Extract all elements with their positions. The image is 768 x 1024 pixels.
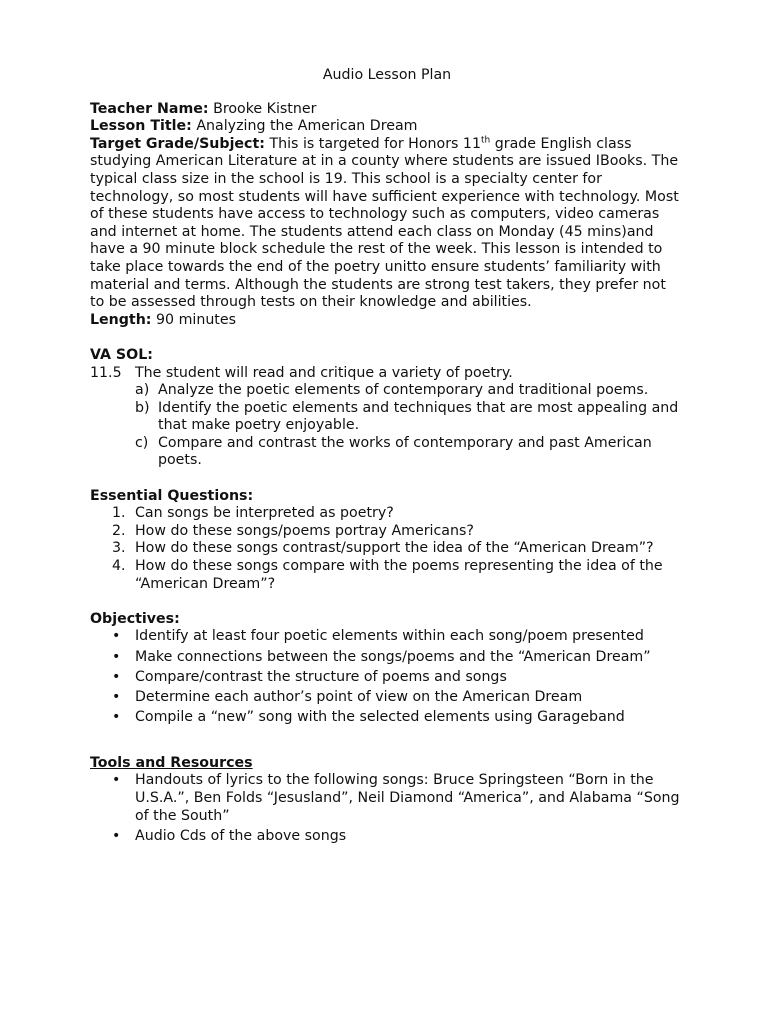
essential-questions-heading: Essential Questions:	[90, 487, 254, 504]
target-paragraph	[90, 136, 680, 312]
target-superscript: th	[481, 135, 491, 146]
sol-heading: VA SOL:	[90, 346, 153, 363]
objectives-heading: Objectives:	[90, 610, 180, 627]
sol-statement-line	[90, 365, 680, 383]
document-body	[90, 67, 680, 848]
bullet-icon: •	[112, 648, 121, 665]
essential-questions-list	[90, 505, 680, 593]
teacher-line	[90, 101, 680, 119]
bullet-icon: •	[112, 628, 121, 645]
list-item: 4. How do these songs compare with the poems representing the idea of the “American Dream”?	[112, 558, 663, 592]
list-item: 2. How do these songs/poems portray Americans?	[112, 522, 474, 539]
lesson-title-value: Analyzing the American Dream	[196, 118, 418, 135]
bullet-icon: •	[112, 668, 121, 685]
length-value: 90 minutes	[156, 311, 236, 328]
tools-heading: Tools and Resources	[90, 754, 253, 771]
lesson-title-line	[90, 118, 680, 136]
list-item: • Audio Cds of the above songs	[112, 827, 347, 844]
list-item: • Determine each author’s point of view on the American Dream	[112, 688, 583, 705]
teacher-value: Brooke Kistner	[213, 100, 317, 117]
lesson-title-label: Lesson Title:	[90, 118, 192, 135]
length-line	[90, 312, 680, 330]
list-item: • Make connections between the songs/poems and the “American Dream”	[112, 648, 651, 665]
target-text-rest: grade English class studying American Literature at in a county where students are issued IBooks. The typical class size in the school is 19. This school is a specialty center for technology, so most students will have sufficient experience with technology. Most of these students have access to technology such as computers, video cameras and internet at home. The students attend each class on Monday (45 mins)and have a 90 minute block schedule the rest of the week. This lesson is intended to take place towards the end of the poetry unitto ensure students’ familiarity with material and terms. Although the students are strong test takers, they prefer not to be assessed through tests on their knowledge and abilities.	[90, 135, 679, 311]
target-text-start: This is targeted for Honors 11	[269, 135, 481, 152]
objectives-list	[90, 628, 680, 726]
list-item: 1. Can songs be interpreted as poetry?	[112, 505, 394, 522]
bullet-icon: •	[112, 708, 121, 725]
list-item: a) Analyze the poetic elements of contemporary and traditional poems.	[135, 382, 649, 399]
target-label: Target Grade/Subject:	[90, 135, 265, 152]
list-item: 3. How do these songs contrast/support the idea of the “American Dream”?	[112, 540, 654, 557]
length-label: Length:	[90, 311, 152, 328]
list-item: • Compile a “new” song with the selected elements using Garageband	[112, 708, 625, 725]
list-item: • Identify at least four poetic elements within each song/poem presented	[112, 628, 644, 645]
sol-number: 11.5	[90, 364, 122, 381]
page-title: Audio Lesson Plan	[322, 67, 452, 83]
list-item: • Compare/contrast the structure of poems and songs	[112, 668, 507, 685]
bullet-icon: •	[112, 827, 121, 844]
list-item: c) Compare and contrast the works of contemporary and past American poets.	[135, 434, 652, 469]
list-item: b) Identify the poetic elements and techniques that are most appealing and that make poetry enjoyable.	[135, 399, 679, 434]
bullet-icon: •	[112, 772, 121, 789]
sol-statement: The student will read and critique a variety of poetry.	[135, 364, 513, 381]
tools-list	[90, 772, 680, 845]
teacher-label: Teacher Name:	[90, 100, 209, 117]
bullet-icon: •	[112, 688, 121, 705]
sol-list	[90, 382, 680, 470]
list-item: • Handouts of lyrics to the following songs: Bruce Springsteen “Born in the U.S.A.”, Ben Folds “Jesusland”, Neil Diamond “America”, and Alabama “Song of the South”	[112, 772, 680, 824]
